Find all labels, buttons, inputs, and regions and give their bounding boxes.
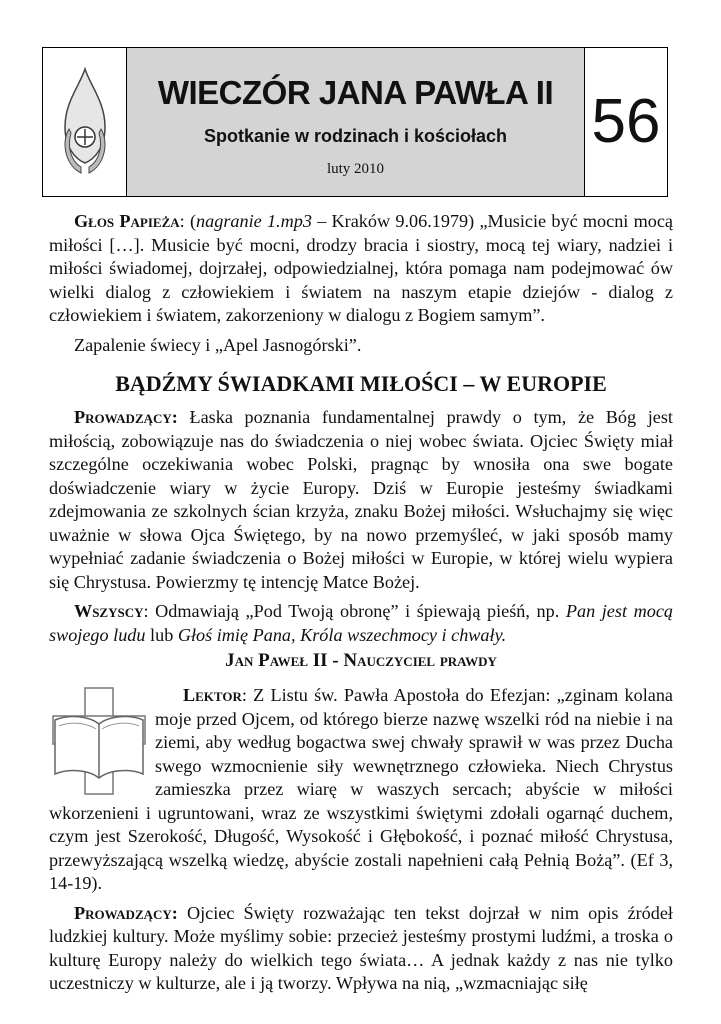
all-paragraph: Wszyscy: Odmawiają „Pod Twoją obronę” i śpiewają pieśń, np. Pan jest mocą swojego ludu lub Głoś imię Pana, Króla wszechmocy i chwały. — [49, 601, 673, 645]
reader-label: Lektor — [183, 685, 242, 705]
pope-voice-label: Głos Papieża — [74, 211, 180, 231]
bulletin-subtitle: Spotkanie w rodzinach i kościołach — [203, 126, 508, 146]
section1-block — [49, 406, 673, 653]
section-heading-witnesses: BĄDŹMY ŚWIADKAMI MIŁOŚCI – W EUROPIE — [115, 371, 607, 396]
all-label: Wszyscy — [74, 601, 144, 621]
leader-label: Prowadzący: — [74, 407, 178, 427]
section2-block — [49, 684, 673, 1002]
candle-paragraph: Zapalenie świecy i „Apel Jasnogórski”. — [74, 334, 362, 355]
candle-flame-cross-icon — [57, 67, 113, 177]
reader-paragraph: Lektor: Z Listu św. Pawła Apostoła do Efezjan: „zginam kolana moje przed Ojcem, od którego bierze nazwę wszelki ród na niebie i na ziemi, aby według bogactwa swej chwały sprawił w was przez Ducha swego wzmocnienie siły wewnętrznego człowieka. Niech Chrystus zamieszka przez wiarę w waszych sercach; abyście w miłości wkorzenieni i ugruntowani, wraz ze wszystkimi świętymi zdołali ogarnąć duchem, czym jest Szerokość, Długość, Wysokość i Głębokość, i poznać miłość Chrystusa, przewyższającą wszelką wiedzę, abyście zostali napełnieni całą Pełnią Bożą”. (Ef 3, 14-19). — [49, 685, 673, 893]
open-book-icon — [49, 686, 149, 798]
issue-number-cell — [585, 48, 667, 196]
bulletin-title: WIECZÓR JANA PAWŁA II — [157, 74, 554, 111]
leader-paragraph: Prowadzący: Łaska poznania fundamentalnej prawdy o tym, że Bóg jest miłością, zobowiązuje nas do świadczenia o niej wobec świata. Ojciec Święty miał szczególne oczekiwania wobec Polski, pragnąc by wnosiła ona swe bogate doświadczenie wiary w życie Europy. Dziś w Europie jesteśmy świadkami zdejmowania ze szkolnych ścian krzyża, znaku Bożej miłości. Wsłuchajmy się więc uważnie w słowa Ojca Świętego, by na nowo przemyśleć, w jaki sposób mamy wypełniać zadanie świadczenia o Bożej miłości w Europie, w której wielu wypiera się Chrystusa. Powierzmy tę intencję Matce Bożej. — [49, 407, 673, 592]
section-heading-teacher: Jan Paweł II - Nauczyciel prawdy — [225, 650, 497, 671]
pope-voice-paragraph: Głos Papieża: (nagranie 1.mp3 – Kraków 9.06.1979) „Musicie być mocni mocą miłości […]. Musicie być mocni, drodzy bracia i siostry, mocą tej wiary, nadziei i miłości świadomej, dojrzałej, odpowiedzialnej, która pomaga nam podejmować ów wielki dialog z człowiekiem i światem na naszym etapie dziejów - dialog z człowiekiem i światem, zakorzeniony w dialogu z Bogiem samym”. — [49, 211, 674, 325]
title-cell — [127, 48, 585, 196]
leader-label-2: Prowadzący: — [74, 902, 178, 923]
leader-paragraph-2: Prowadzący: Ojciec Święty rozważając ten tekst dojrzał w nim opis źródeł ludzkiej kultury. Może myślimy sobie: przecież jesteśmy prostymi ludźmi, a troska o kulturę Europy należy do wielkich tego świata… A jednak każdy z nas nie tylko uczestniczy w kulturze, ale i ją tworzy. Wpływa na nią, „wzmacniając siłę — [49, 902, 673, 993]
logo-cell — [43, 48, 127, 196]
issue-number: 56 — [591, 87, 661, 156]
intro-block — [49, 210, 673, 363]
recording-name: nagranie 1.mp3 — [196, 211, 312, 231]
bulletin-header — [42, 47, 668, 197]
bulletin-date: luty 2010 — [326, 161, 385, 177]
